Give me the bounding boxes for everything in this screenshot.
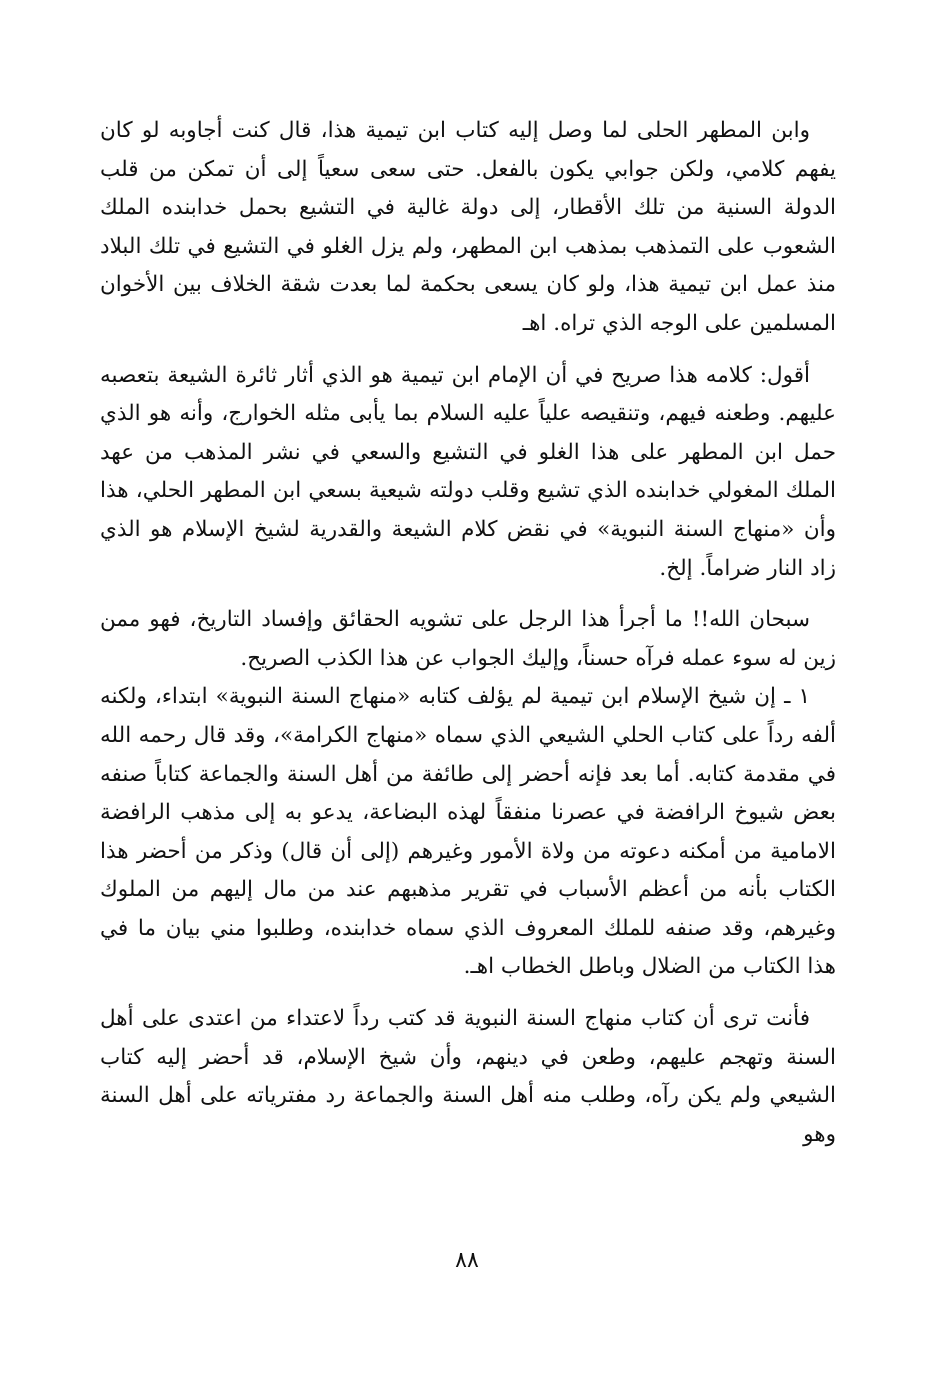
page-body bbox=[100, 112, 836, 1154]
paragraph-3: سبحان الله!! ما أجرأ هذا الرجل على تشويه الحقائق وإفساد التاريخ، فهو ممن زين له سوء عمله فرآه حسناً، وإليك الجواب عن هذا الكذب الصريح. bbox=[100, 607, 836, 671]
paragraph-4: ١ ـ إن شيخ الإسلام ابن تيمية لم يؤلف كتابه «منهاج السنة النبوية» ابتداء، ولكنه ألفه رداً على كتاب الحلي الشيعي الذي سماه «منهاج الكرامة»، وقد قال رحمه الله في مقدمة كتابه. أما بعد فإنه أحضر إلى طائفة من أهل السنة والجماعة كتاباً صنفه بعض شيوخ الرافضة في عصرنا منفقاً لهذه البضاعة، يدعو به إلى مذهب الرافضة الامامية من أمكنه دعوته من ولاة الأمور وغيرهم (إلى أن قال) وذكر من أحضر هذا الكتاب بأنه من أعظم الأسباب في تقرير مذهبهم عند من مال إليهم من الملوك وغيرهم، وقد صنفه للملك المعروف الذي سماه خدابنده، وطلبوا مني بيان ما في هذا الكتاب من الضلال وباطل الخطاب اهـ. bbox=[100, 684, 836, 980]
page-number: ٨٨ bbox=[455, 1248, 479, 1273]
paragraph-5: فأنت ترى أن كتاب منهاج السنة النبوية قد كتب رداً لاعتداء من اعتدى على أهل السنة وتهجم عليهم، وطعن في دينهم، وأن شيخ الإسلام، قد أحضر إليه كتاب الشيعي ولم يكن رآه، وطلب منه أهل السنة والجماعة رد مفترياته على أهل السنة وهو bbox=[100, 1006, 836, 1147]
paragraph-2: أقول: كلامه هذا صريح في أن الإمام ابن تيمية هو الذي أثار ثائرة الشيعة بتعصبه عليهم. وطعنه فيهم، وتنقيصه علياً عليه السلام بما يأبى مثله الخوارج، وأنه هو الذي حمل ابن المطهر على هذا الغلو في التشيع والسعي في نشر المذهب من عهد الملك المغولي خدابنده الذي تشيع وقلب دولته شيعية بسعي ابن المطهر الحلي، هذا وأن «منهاج السنة النبوية» في نقض كلام الشيعة والقدرية لشيخ الإسلام هو الذي زاد النار ضراماً. إلخ. bbox=[100, 362, 836, 581]
paragraph-1: وابن المطهر الحلى لما وصل إليه كتاب ابن تيمية هذا، قال كنت أجاوبه لو كان يفهم كلامي، ولكن جوابي يكون بالفعل. حتى سعى سعياً إلى أن تمكن من قلب الدولة السنية من تلك الأقطار، إلى دولة غالية في التشيع بحمل خدابنده الملك الشعوب على التمذهب بمذهب ابن المطهر، ولم يزل الغلو في التشيع في تلك البلاد منذ عمل ابن تيمية هذا، ولو كان يسعى بحكمة لما بعدت شقة الخلاف بين الأخوان المسلمين على الوجه الذي تراه. اهـ bbox=[100, 118, 836, 336]
